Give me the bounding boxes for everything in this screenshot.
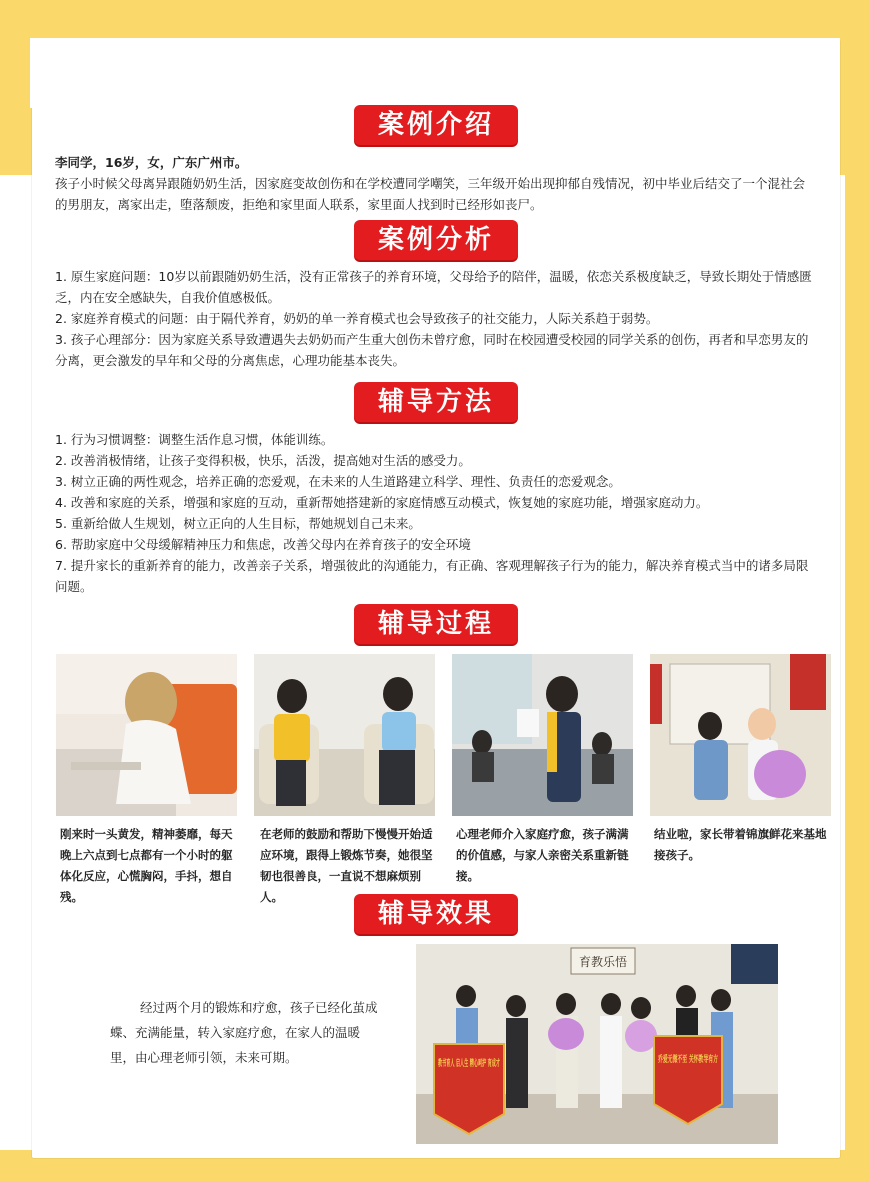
process-photo-3 [452, 654, 633, 816]
effect-group-photo [416, 944, 778, 1144]
method-item: 3. 树立正确的两性观念，培养正确的恋爱观，在未来的人生道路建立科学、理性、负责任的恋爱观念。 [55, 474, 621, 489]
process-caption-3: 心理老师介入家庭疗愈，孩子满满的价值感，与家人亲密关系重新链接。 [456, 827, 629, 883]
analysis-item: 3. 孩子心理部分：因为家庭关系导致遭遇失去奶奶而产生重大创伤未曾疗愈，同时在校园遭受校园的同学关系的创伤，再者和早恋男友的分离，更会激发的早年和父母的分离焦虑，心理功能基本丧失。 [55, 332, 809, 368]
intro-body: 孩子小时候父母离异跟随奶奶生活，因家庭变故创伤和在学校遭同学嘲笑，三年级开始出现抑郁自残情况，初中毕业后结交了一个混社会的男朋友，离家出走，堕落颓废，拒绝和家里面人联系，家里面人找到时已经形如丧尸。 [55, 176, 806, 212]
effect-text [110, 995, 380, 1070]
analysis-item: 1. 原生家庭问题：10岁以前跟随奶奶生活，没有正常孩子的养育环境，父母给予的陪伴，温暖，依恋关系极度缺乏，导致长期处于情感匮乏，内在安全感缺失，自我价值感极低。 [55, 269, 812, 305]
intro-text [55, 152, 815, 215]
background-yellow-right [845, 130, 870, 1181]
effect-body: 经过两个月的锻炼和疗愈，孩子已经化茧成蝶、充满能量，转入家庭疗愈，在家人的温暖里，由心理老师引领，未来可期。 [110, 1000, 378, 1065]
method-item: 1. 行为习惯调整：调整生活作息习惯，体能训练。 [55, 432, 334, 447]
banner-right-text: 乔爱无微不至 关怀教导有方 [658, 1055, 770, 1065]
analysis-item: 2. 家庭养育模式的问题：由于隔代养育，奶奶的单一养育模式也会导致孩子的社交能力，人际关系趋于弱势。 [55, 311, 659, 326]
banner-left-text [438, 1057, 500, 1069]
intro-lead: 李同学，16岁，女，广东广州市。 [55, 155, 248, 170]
section-title-process: 辅导过程 [354, 604, 518, 644]
process-caption-1: 刚来时一头黄发，精神萎靡，每天晚上六点到七点都有一个小时的躯体化反应，心慌胸闷，手抖，想自残。 [60, 827, 233, 904]
method-item: 5. 重新给做人生规划，树立正向的人生目标，帮她规划自己未来。 [55, 516, 421, 531]
section-title-analysis: 案例分析 [354, 220, 518, 260]
effect-sign-text: 育教乐悟 [578, 955, 628, 969]
section-title-methods: 辅导方法 [354, 382, 518, 422]
methods-list [55, 429, 815, 597]
process-caption-4: 结业啦，家长带着锦旗鲜花来基地接孩子。 [654, 827, 827, 862]
process-photo-1 [56, 654, 237, 816]
method-item: 4. 改善和家庭的关系，增强和家庭的互动，重新帮她搭建新的家庭情感互动模式，恢复她的家庭功能，增强家庭动力。 [55, 495, 709, 510]
method-item: 7. 提升家长的重新养育的能力，改善亲子关系，增强彼此的沟通能力，有正确、客观理解孩子行为的能力，解决养育模式当中的诸多局限问题。 [55, 558, 809, 594]
process-caption-2: 在老师的鼓励和帮助下慢慢开始适应环境，跟得上锻炼节奏，她很坚韧也很善良，一直说不想麻烦别人。 [260, 827, 433, 904]
process-photo-4 [650, 654, 831, 816]
process-photo-2 [254, 654, 435, 816]
section-title-effect: 辅导效果 [354, 894, 518, 934]
analysis-list [55, 266, 815, 371]
method-item: 6. 帮助家庭中父母缓解精神压力和焦虑，改善父母内在养育孩子的安全环境 [55, 537, 471, 552]
section-title-intro: 案例介绍 [354, 105, 518, 145]
method-item: 2. 改善消极情绪，让孩子变得积极，快乐，活泼，提高她对生活的感受力。 [55, 453, 471, 468]
